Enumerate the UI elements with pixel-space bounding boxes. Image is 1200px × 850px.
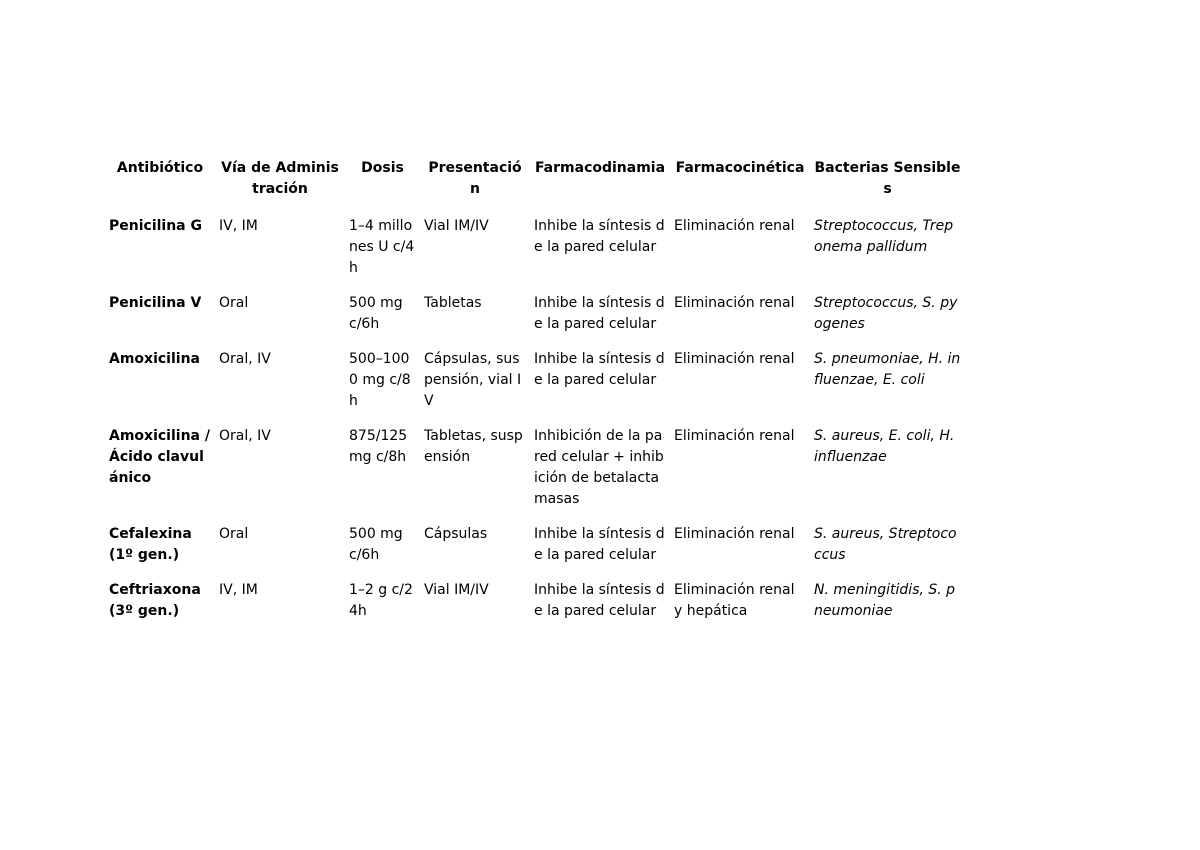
cell-dose: 500–1000 mg c/8h [349,351,411,409]
cell-dose: 1–4 millones U c/4h [349,218,415,276]
table-row [105,580,965,636]
cell-presentation: Vial IM/IV [424,582,489,598]
cell-presentation: Cápsulas [424,526,488,542]
cell-bacteria: S. aureus, E. coli, H. influenzae [814,428,955,465]
cell-dose: 875/125 mg c/8h [349,428,408,465]
cell-pharmacodynamics: Inhibe la síntesis de la pared celular [534,351,665,388]
cell-bacteria: Streptococcus, S. pyogenes [814,295,958,332]
cell-bacteria: Streptococcus, Treponema pallidum [814,218,954,255]
cell-dose: 1–2 g c/24h [349,582,413,619]
cell-antibiotic: Amoxicilina /Ácido clavulánico [109,428,210,486]
cell-pharmacokinetics: Eliminación renal [674,428,795,444]
table-row [105,426,965,524]
cell-pharmacodynamics: Inhibe la síntesis de la pared celular [534,526,665,563]
cell-presentation: Tabletas, suspensión [424,428,523,465]
cell-route: Oral [219,526,249,542]
cell-antibiotic: Cefalexina (1º gen.) [109,526,192,563]
cell-pharmacodynamics: Inhibición de la pared celular + inhibición de betalactamasas [534,428,664,507]
cell-presentation: Cápsulas, suspensión, vial IV [424,351,522,409]
cell-bacteria: N. meningitidis, S. pneumoniae [814,582,956,619]
cell-route: IV, IM [219,218,258,234]
header-route: Vía de Administración [221,160,339,197]
table-row [105,293,965,349]
table-row [105,524,965,580]
cell-dose: 500 mg c/6h [349,295,403,332]
cell-bacteria: S. pneumoniae, H. influenzae, E. coli [814,351,961,388]
header-presentation: Presentación [428,160,522,197]
header-bacteria: Bacterias Sensibles [814,160,961,197]
cell-route: IV, IM [219,582,258,598]
table-row [105,216,965,293]
cell-pharmacokinetics: Eliminación renal [674,351,795,367]
cell-antibiotic: Amoxicilina [109,351,200,367]
cell-antibiotic: Penicilina G [109,218,202,234]
table-body [105,216,965,636]
cell-dose: 500 mg c/6h [349,526,403,563]
table-row [105,349,965,426]
cell-bacteria: S. aureus, Streptococcus [814,526,957,563]
cell-presentation: Tabletas [424,295,482,311]
table-header [105,158,965,216]
cell-antibiotic: Penicilina V [109,295,202,311]
cell-antibiotic: Ceftriaxona (3º gen.) [109,582,201,619]
cell-route: Oral, IV [219,428,271,444]
header-pharmacodynamics: Farmacodinamia [534,160,666,176]
cell-pharmacokinetics: Eliminación renal [674,295,795,311]
antibiotics-table [105,158,965,636]
cell-route: Oral [219,295,249,311]
header-dose: Dosis [361,160,404,176]
cell-presentation: Vial IM/IV [424,218,489,234]
header-row [105,158,965,216]
cell-pharmacodynamics: Inhibe la síntesis de la pared celular [534,218,665,255]
cell-pharmacokinetics: Eliminación renal [674,526,795,542]
cell-pharmacodynamics: Inhibe la síntesis de la pared celular [534,582,665,619]
header-antibiotic: Antibiótico [116,160,204,176]
header-pharmacokinetics: Farmacocinética [675,160,805,176]
cell-pharmacokinetics: Eliminación renal y hepática [674,582,795,619]
cell-pharmacokinetics: Eliminación renal [674,218,795,234]
cell-route: Oral, IV [219,351,271,367]
cell-pharmacodynamics: Inhibe la síntesis de la pared celular [534,295,665,332]
